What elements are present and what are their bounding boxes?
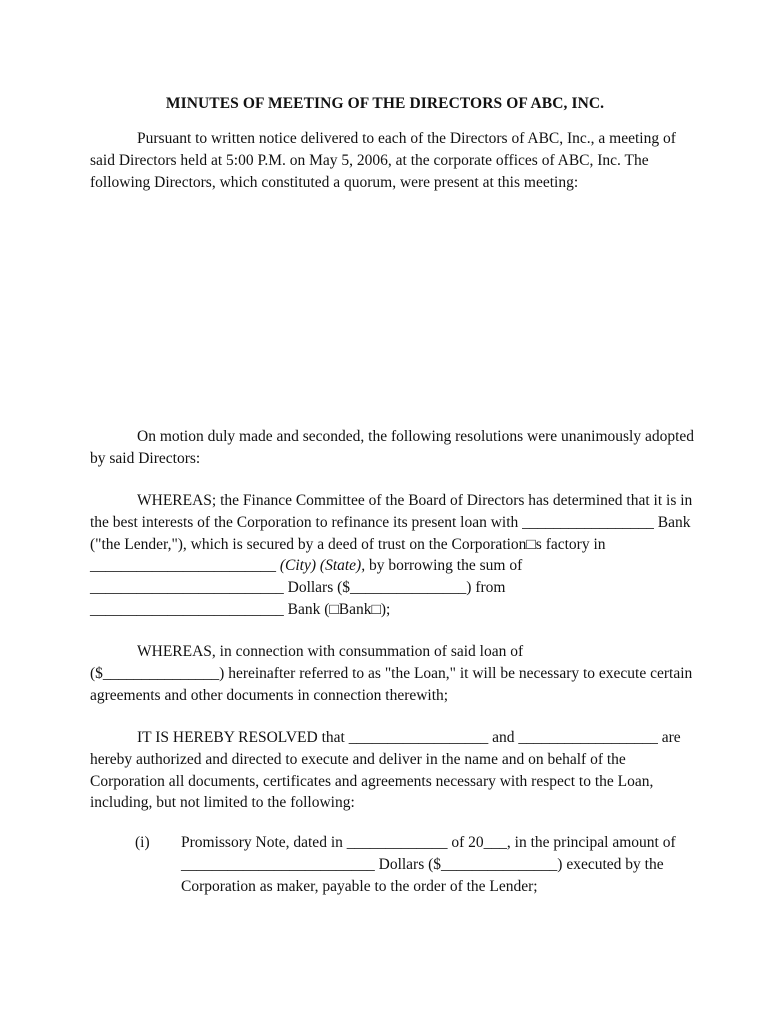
text-line: _________________________ Bank (□Bank□);: [90, 600, 391, 618]
text-line: Corporation all documents, certificates and agreements necessary with respect to the Loan,: [90, 772, 654, 790]
text-line: including, but not limited to the following:: [90, 794, 355, 812]
whereas-loan-paragraph: [90, 641, 693, 706]
text-line: hereby authorized and directed to execute and deliver in the name and on behalf of the: [90, 750, 626, 768]
city-state-blank: ________________________: [90, 557, 280, 575]
text-line: Corporation as maker, payable to the order of the Lender;: [181, 877, 538, 895]
text-line: WHEREAS; the Finance Committee of the Board of Directors has determined that it is in: [137, 492, 693, 509]
text-line: _________________________ Dollars ($_______________) executed by the: [181, 855, 664, 873]
resolution-paragraph: [90, 727, 690, 814]
text-line: agreements and other documents in connection therewith;: [90, 686, 449, 704]
text-line: Promissory Note, dated in _____________ of 20___, in the principal amount of: [181, 834, 676, 851]
notice-paragraph: [90, 128, 690, 193]
text-line: by said Directors:: [90, 449, 201, 467]
text-line: said Directors held at 5:00 P.M. on May 5, 2006, at the corporate offices of ABC, Inc. The: [90, 151, 649, 169]
text-line: the best interests of the Corporation to refinance its present loan with _________________ Bank: [90, 513, 691, 531]
text-line: [90, 555, 690, 577]
text-line: Pursuant to written notice delivered to each of the Directors of ABC, Inc., a meeting of: [137, 130, 676, 147]
borrowing-text: by borrowing the sum of: [365, 557, 523, 575]
motion-paragraph: [90, 426, 695, 470]
text-line: ("the Lender,"), which is secured by a deed of trust on the Corporation□s factory in: [90, 535, 606, 553]
text-line: IT IS HEREBY RESOLVED that __________________ and __________________ are: [137, 729, 681, 746]
text-line: On motion duly made and seconded, the following resolutions were unanimously adopted: [137, 428, 695, 445]
list-item-body: [181, 832, 681, 897]
whereas-finance-paragraph: [90, 490, 693, 621]
text-line: following Directors, which constituted a quorum, were present at this meeting:: [90, 173, 579, 191]
list-item-number: (i): [135, 834, 150, 851]
text-line: WHEREAS, in connection with consummation of said loan of: [137, 643, 524, 660]
document-title: MINUTES OF MEETING OF THE DIRECTORS OF ABC, INC.: [165, 95, 605, 112]
text-line: ($_______________) hereinafter referred to as "the Loan," it will be necessary to execute certain: [90, 664, 693, 682]
text-line: _________________________ Dollars ($_______________) from: [90, 579, 506, 597]
city-state-label: (City) (State),: [279, 557, 366, 575]
